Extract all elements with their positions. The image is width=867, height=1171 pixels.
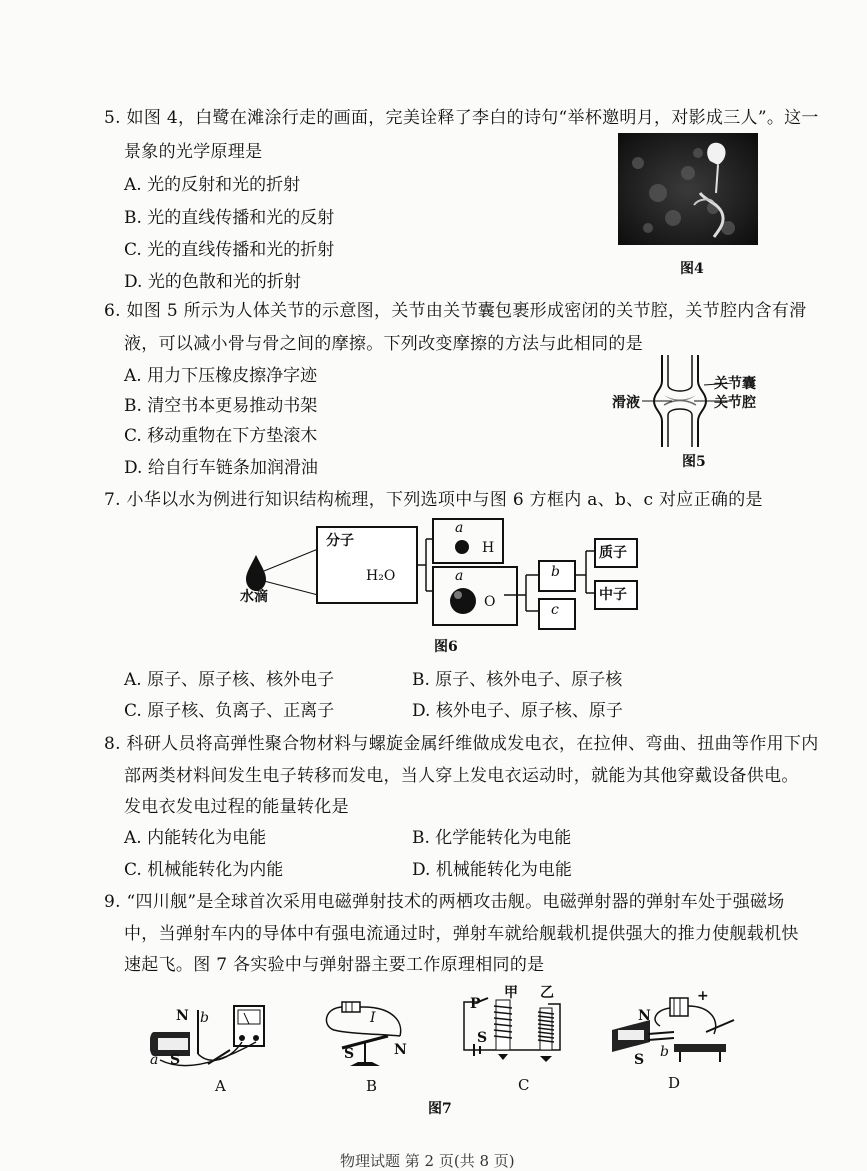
q5-line2: 景象的光学原理是	[124, 142, 263, 162]
figure-7b-n: N	[394, 1042, 407, 1058]
figure-7d-n: N	[638, 1008, 651, 1024]
figure-7a-a: a	[150, 1052, 159, 1068]
q5-option-c: C. 光的直线传播和光的折射	[124, 240, 335, 260]
q8-option-d: D. 机械能转化为电能	[412, 860, 572, 880]
figure-6-a-bottom: a	[455, 568, 464, 584]
page-footer: 物理试题 第 2 页(共 8 页)	[340, 1152, 515, 1170]
q8-line3: 发电衣发电过程的能量转化是	[124, 797, 349, 817]
figure-6-a-top: a	[455, 520, 464, 536]
q7-line1: 7. 小华以水为例进行知识结构梳理，下列选项中与图 6 方框内 a、b、c 对应正确的是	[104, 490, 763, 510]
figure-7b-label: B	[366, 1077, 378, 1095]
q6-option-a: A. 用力下压橡皮擦净字迹	[124, 366, 318, 386]
q5-line1: 5. 如图 4，白鹭在滩涂行走的画面，完美诠释了李白的诗句“举杯邀明月，对影成三人”。这一	[104, 108, 819, 128]
q8-option-a: A. 内能转化为电能	[124, 828, 267, 848]
figure-6-o: O	[484, 594, 496, 610]
figure-7c-s: S	[477, 1030, 488, 1046]
q5-option-b: B. 光的直线传播和光的反射	[124, 208, 335, 228]
figure-7b-s: S	[344, 1046, 355, 1062]
figure-5-label-capsule: 关节囊	[714, 376, 756, 392]
figure-5-caption: 图5	[682, 454, 706, 470]
q9-line2: 中，当弹射车内的导体中有强电流通过时，弹射车就给舰载机提供强大的推力使舰载机快	[124, 924, 799, 944]
figure-7c-p: P	[470, 996, 481, 1012]
q9-line3: 速起飞。图 7 各实验中与弹射器主要工作原理相同的是	[124, 955, 545, 975]
figure-6-box-o	[432, 566, 518, 626]
figure-7a-n: N	[176, 1008, 189, 1024]
figure-7c-label: C	[518, 1076, 530, 1094]
figure-7a-b: b	[200, 1010, 209, 1026]
q8-line1: 8. 科研人员将高弹性聚合物材料与螺旋金属纤维做成发电衣，在拉伸、弯曲、扭曲等作用下内	[104, 734, 819, 754]
figure-7d-s: S	[634, 1052, 645, 1068]
figure-6-b: b	[551, 564, 560, 580]
figure-7a-label: A	[215, 1077, 226, 1095]
figure-7d-label: D	[668, 1074, 681, 1092]
figure-4-caption: 图4	[680, 261, 704, 277]
figure-6-caption: 图6	[434, 639, 458, 655]
q6-option-b: B. 清空书本更易推动书架	[124, 396, 318, 416]
figure-4-egret-photo	[618, 133, 758, 245]
q7-option-b: B. 原子、核外电子、原子核	[412, 670, 623, 690]
q6-line2: 液，可以减小骨与骨之间的摩擦。下列改变摩擦的方法与此相同的是	[124, 334, 643, 354]
figure-5-label-fluid: 滑液	[612, 395, 640, 411]
q6-option-c: C. 移动重物在下方垫滚木	[124, 426, 318, 446]
figure-7c-yi: 乙	[540, 985, 554, 1001]
q5-option-a: A. 光的反射和光的折射	[124, 175, 301, 195]
q5-option-d: D. 光的色散和光的折射	[124, 272, 301, 292]
q8-line2: 部两类材料间发生电子转移而发电，当人穿上发电衣运动时，就能为其他穿戴设备供电。	[124, 766, 799, 786]
figure-6-formula: H₂O	[366, 568, 396, 584]
q8-option-b: B. 化学能转化为电能	[412, 828, 572, 848]
q6-option-d: D. 给自行车链条加润滑油	[124, 458, 318, 478]
q6-line1: 6. 如图 5 所示为人体关节的示意图，关节由关节囊包裹形成密闭的关节腔，关节腔内含有滑	[104, 301, 807, 321]
figure-6-h: H	[482, 540, 495, 556]
figure-6-proton: 质子	[599, 545, 627, 561]
figure-6-c: c	[551, 602, 559, 618]
figure-6-molecule-label: 分子	[326, 533, 354, 549]
q7-option-d: D. 核外电子、原子核、原子	[412, 701, 623, 721]
q8-option-c: C. 机械能转化为内能	[124, 860, 284, 880]
q7-option-c: C. 原子核、负离子、正离子	[124, 701, 335, 721]
figure-7-caption: 图7	[428, 1101, 452, 1117]
figure-7d-plus: +	[697, 988, 709, 1004]
figure-5-label-cavity: 关节腔	[714, 395, 756, 411]
figure-7c-jia: 甲	[504, 985, 518, 1001]
figure-7d-apparatus	[610, 990, 740, 1064]
figure-6-neutron: 中子	[599, 587, 627, 603]
figure-7d-b: b	[660, 1044, 669, 1060]
q9-line1: 9. “四川舰”是全球首次采用电磁弹射技术的两栖攻击舰。电磁弹射器的弹射车处于强磁场	[104, 892, 785, 912]
figure-6-drop-label: 水滴	[240, 589, 268, 605]
q7-option-a: A. 原子、原子核、核外电子	[124, 670, 335, 690]
figure-7a-s: S	[170, 1052, 181, 1068]
figure-7b-apparatus	[320, 996, 412, 1072]
figure-7b-i: I	[370, 1010, 376, 1026]
